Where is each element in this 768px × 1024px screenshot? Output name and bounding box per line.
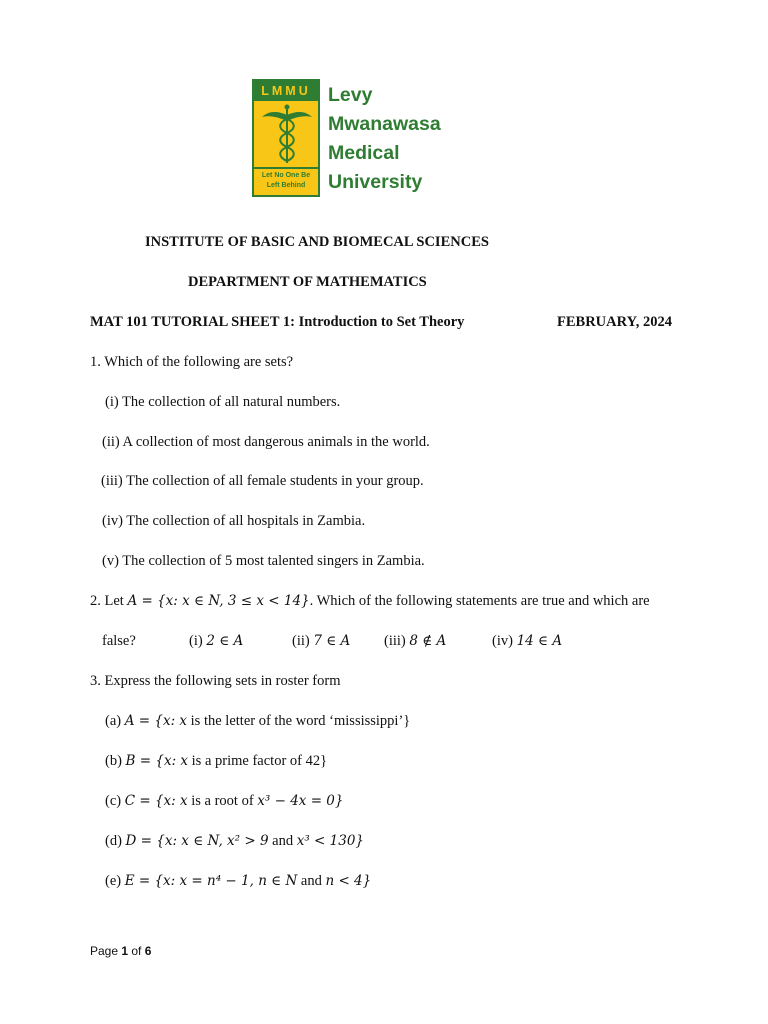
q3-math: E = {x: x = n⁴ − 1, n ∈ N — [124, 873, 298, 889]
logo-motto — [254, 171, 318, 191]
q3-math: D = {x: x ∈ N, x² > 9 — [125, 833, 269, 849]
q2-option-expr: 14 ∈ A — [516, 633, 563, 649]
question-2 — [90, 593, 650, 610]
university-logo — [252, 79, 441, 199]
q3-math: x³ < 130} — [296, 833, 365, 849]
q3-math: x³ − 4x = 0} — [257, 793, 344, 809]
sheet-title: MAT 101 TUTORIAL SHEET 1: Introduction to Set Theory — [90, 314, 465, 330]
q1-item-iv: (iv) The collection of all hospitals in Zambia. — [102, 513, 366, 529]
caduceus-icon — [260, 103, 314, 165]
q3-item-label: (a) — [105, 713, 125, 729]
q3-math: B = {x: x — [125, 753, 189, 769]
footer-page-total: 6 — [144, 944, 152, 958]
logo-emblem-box — [252, 79, 320, 197]
q2-option-expr: 8 ∉ A — [409, 633, 447, 649]
q2-option-i — [189, 633, 243, 650]
sheet-date: FEBRUARY, 2024 — [557, 314, 672, 330]
motto-line-1: Let No One Be — [261, 172, 311, 179]
q2-option-label: (iv) — [492, 633, 517, 649]
q1-item-iii: (iii) The collection of all female students in your group. — [101, 473, 424, 489]
q2-option-label: (i) — [189, 633, 207, 649]
question-1: 1. Which of the following are sets? — [90, 354, 294, 370]
department-heading: DEPARTMENT OF MATHEMATICS — [188, 274, 427, 290]
logo-name-line-2: Mwanawasa — [328, 113, 441, 135]
logo-divider — [254, 167, 318, 169]
footer-page-word: Page — [90, 944, 122, 958]
logo-name-line-3: Medical — [328, 142, 400, 164]
q3-math: A = {x: x — [124, 713, 188, 729]
q2-option-label: (ii) — [292, 633, 314, 649]
q3-math: n < 4} — [325, 873, 372, 889]
q3-text: and — [297, 873, 326, 889]
logo-acronym: LMMU — [254, 81, 318, 101]
q3-item-d — [105, 833, 364, 850]
q3-item-label: (c) — [105, 793, 125, 809]
institute-heading: INSTITUTE OF BASIC AND BIOMECAL SCIENCES — [145, 234, 489, 250]
q3-item-label: (e) — [105, 873, 125, 889]
q3-item-e — [105, 873, 371, 890]
q1-item-ii: (ii) A collection of most dangerous animals in the world. — [102, 434, 430, 450]
footer-page-number: 1 — [121, 944, 129, 958]
q2-option-ii — [292, 633, 350, 650]
q2-suffix: . Which of the following statements are true and which are — [309, 593, 650, 609]
motto-line-2: Left Behind — [266, 182, 306, 189]
q3-item-label: (b) — [105, 753, 126, 769]
q2-option-label: (iii) — [384, 633, 410, 649]
q1-item-i: (i) The collection of all natural numbers. — [105, 394, 341, 410]
q1-item-v: (v) The collection of 5 most talented singers in Zambia. — [102, 553, 425, 569]
q2-prefix: 2. Let — [90, 593, 128, 609]
q3-item-b — [105, 753, 327, 770]
q3-item-a — [105, 713, 410, 730]
q3-text: is a root of — [187, 793, 258, 809]
q3-text: is a prime factor of 42} — [188, 753, 328, 769]
q3-text: and — [268, 833, 297, 849]
q3-item-c — [105, 793, 343, 810]
q2-option-expr: 2 ∈ A — [206, 633, 244, 649]
question-3: 3. Express the following sets in roster form — [90, 673, 341, 689]
logo-name-line-4: University — [328, 171, 423, 193]
q2-option-iii — [384, 633, 446, 650]
page-footer — [90, 944, 151, 958]
q2-set-definition: A = {x: x ∈ N, 3 ≤ x < 14} — [127, 593, 310, 609]
q2-false-label: false? — [102, 633, 136, 649]
q3-text: is the letter of the word ‘mississippi’} — [187, 713, 411, 729]
q2-option-expr: 7 ∈ A — [313, 633, 351, 649]
logo-name-line-1: Levy — [328, 84, 373, 106]
q3-item-label: (d) — [105, 833, 126, 849]
q2-option-iv — [492, 633, 562, 650]
q3-math: C = {x: x — [124, 793, 188, 809]
footer-of-word: of — [128, 944, 145, 958]
